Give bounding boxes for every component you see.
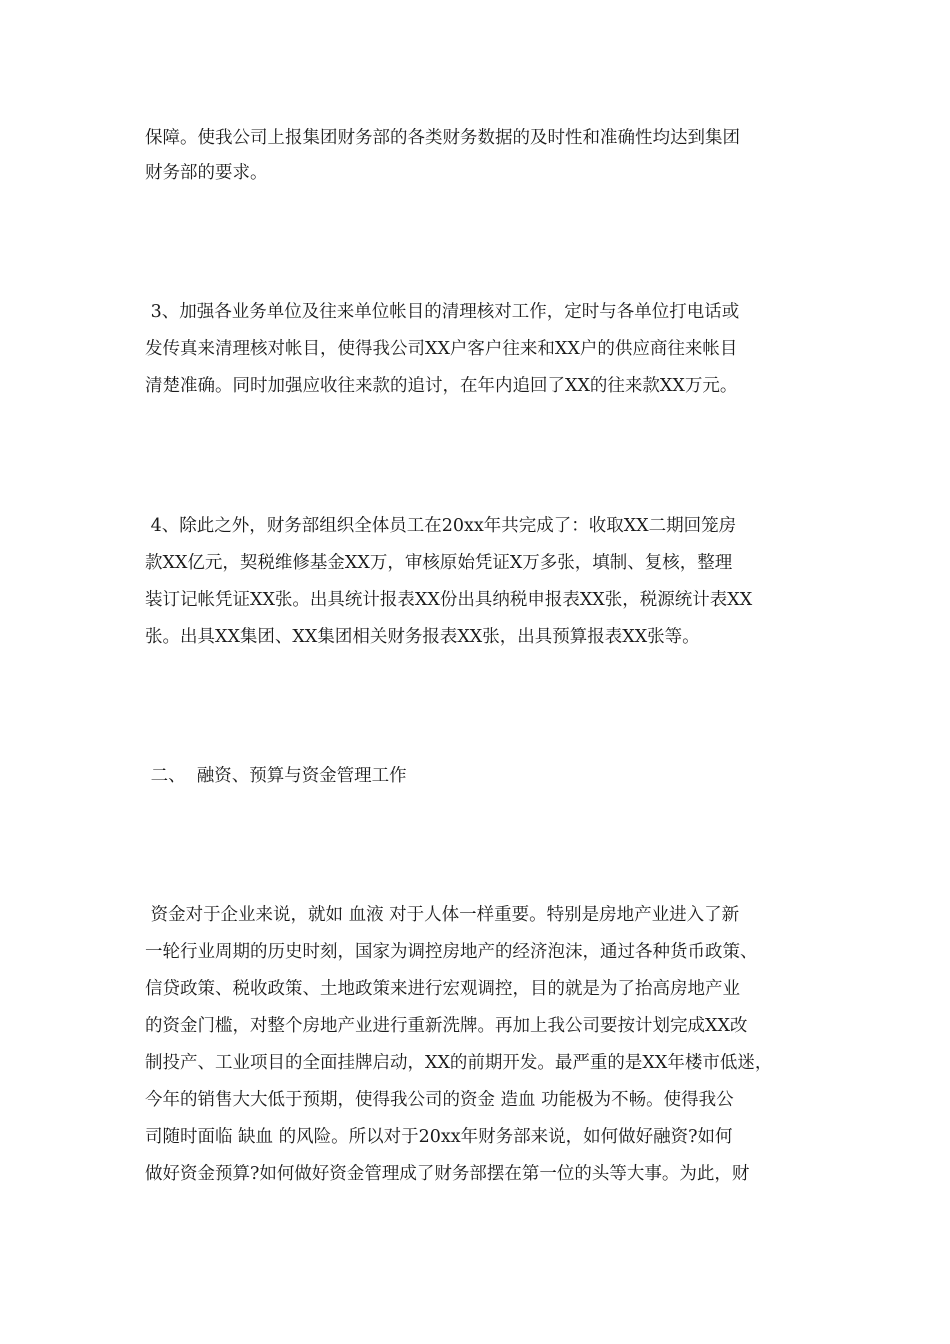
paragraph-1-line-1: 保障。使我公司上报集团财务部的各类财务数据的及时性和准确性均达到集团 — [145, 128, 740, 148]
paragraph-3-line-3: 装订记帐凭证XX张。出具统计报表XX份出具纳税申报表XX张，税源统计表XX — [145, 590, 753, 610]
paragraph-3-line-2: 款XX亿元，契税维修基金XX万，审核原始凭证X万多张，填制、复核，整理 — [145, 553, 733, 573]
paragraph-5-line-4: 的资金门槛，对整个房地产业进行重新洗牌。再加上我公司要按计划完成XX改 — [145, 1016, 748, 1036]
paragraph-2-line-3: 清楚准确。同时加强应收往来款的追讨，在年内追回了XX的往来款XX万元。 — [145, 376, 738, 396]
section-heading: 二、 融资、预算与资金管理工作 — [145, 766, 407, 786]
paragraph-2-line-1: 3、加强各业务单位及往来单位帐目的清理核对工作，定时与各单位打电话或 — [145, 302, 740, 322]
paragraph-3-line-1: 4、除此之外，财务部组织全体员工在20xx年共完成了：收取XX二期回笼房 — [145, 516, 737, 536]
paragraph-2-line-2: 发传真来清理核对帐目，使得我公司XX户客户往来和XX户的供应商往来帐目 — [145, 339, 738, 359]
paragraph-3-line-4: 张。出具XX集团、XX集团相关财务报表XX张，出具预算报表XX张等。 — [145, 627, 700, 647]
paragraph-5-line-5: 制投产、工业项目的全面挂牌启动，XX的前期开发。最严重的是XX年楼市低迷， — [145, 1053, 773, 1073]
paragraph-5-line-3: 信贷政策、税收政策、土地政策来进行宏观调控，目的就是为了抬高房地产业 — [145, 979, 740, 999]
paragraph-5-line-7: 司随时面临 缺血 的风险。所以对于20xx年财务部来说，如何做好融资?如何 — [145, 1127, 733, 1147]
paragraph-5-line-6: 今年的销售大大低于预期，使得我公司的资金 造血 功能极为不畅。使得我公 — [145, 1090, 734, 1110]
paragraph-1-line-2: 财务部的要求。 — [145, 163, 268, 183]
paragraph-5-line-1: 资金对于企业来说，就如 血液 对于人体一样重要。特别是房地产业进入了新 — [145, 905, 740, 925]
paragraph-5-line-8: 做好资金预算?如何做好资金管理成了财务部摆在第一位的头等大事。为此，财 — [145, 1164, 750, 1184]
paragraph-5-line-2: 一轮行业周期的历史时刻，国家为调控房地产的经济泡沫，通过各种货币政策、 — [145, 942, 758, 962]
